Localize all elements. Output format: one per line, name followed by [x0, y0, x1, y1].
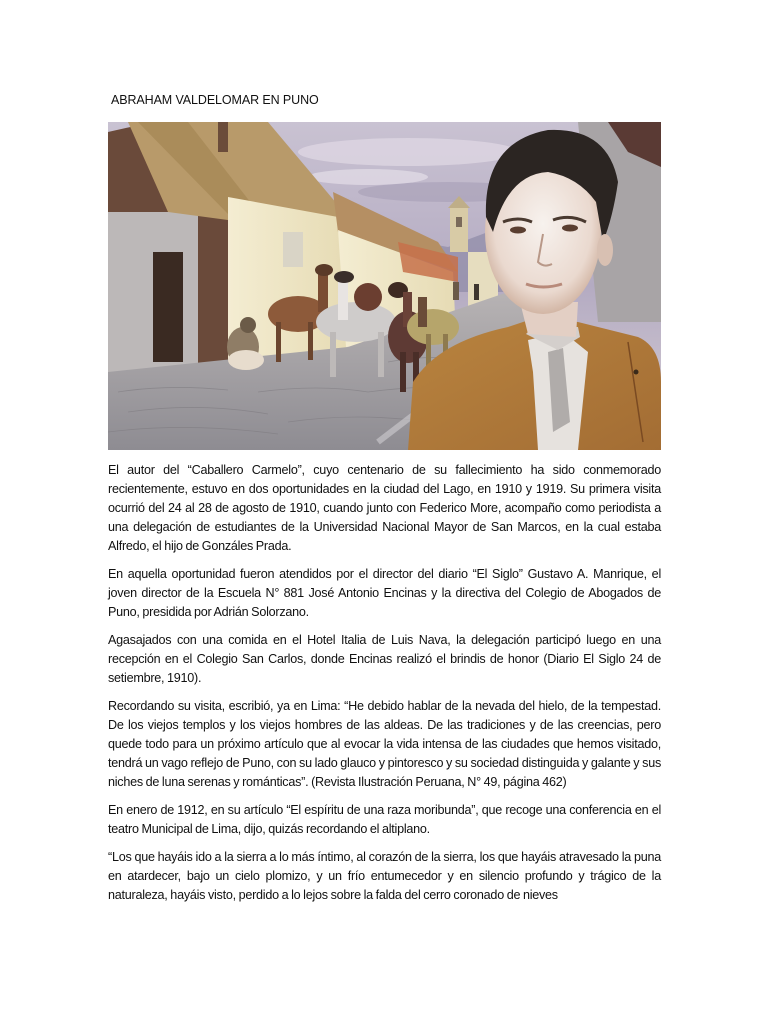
paragraph: En aquella oportunidad fueron atendidos por el director del diario “El Siglo” Gustavo A. Manrique, el joven director de la Escuela N° 881 José Antonio Encinas y la directiva del Colegio de Abogados de Puno, presidida por Adrián Solorzano.	[108, 567, 661, 619]
paragraph: El autor del “Caballero Carmelo”, cuyo centenario de su fallecimiento ha sido conmemorado recientemente, estuvo en dos oportunidades en la ciudad del Lago, en 1910 y 1919. Su primera visita ocurrió del 24 al 28 de agosto de 1910, cuando junto con Federico More, acompaño como periodista a una delegación de estudiantes de la Universidad Nacional Mayor de San Marcos, en la cual estaba Alfredo, el hijo de Gonzáles Prada.	[108, 463, 661, 553]
paragraph: Recordando su visita, escribió, ya en Lima: “He debido hablar de la nevada del hielo, de la tempestad. De los viejos templos y los viejos hombres de las aldeas. De las tradiciones y de las creencias, pero quede todo para un próximo artículo que al evocar la vida intensa de las ciudades que hemos visitado, tendrá un vago reflejo de Puno, con su lado glauco y pintoresco y su sociedad distinguida y galante y sus niches de luna serenas y románticas”. (Revista Ilustración Peruana, N° 49, página 462)	[108, 699, 661, 789]
article-body	[108, 461, 661, 914]
paragraph: En enero de 1912, en su artículo “El espíritu de una raza moribunda”, que recoge una conferencia en el teatro Municipal de Lima, dijo, quizás recordando el altiplano.	[108, 803, 661, 836]
paragraph: “Los que hayáis ido a la sierra a lo más íntimo, al corazón de la sierra, los que hayáis atravesado la puna en atardecer, bajo un cielo plomizo, y un frío entumecedor y en silencio profundo y trágico de la naturaleza, hayáis visto, perdido a lo lejos sobre la falda del cerro coronado de nieves	[108, 850, 661, 902]
illustration-image	[108, 122, 661, 450]
document-title: ABRAHAM VALDELOMAR EN PUNO	[111, 93, 319, 107]
paragraph: Agasajados con una comida en el Hotel Italia de Luis Nava, la delegación participó luego en una recepción en el Colegio San Carlos, donde Encinas realizó el brindis de honor (Diario El Siglo 24 de setiembre, 1910).	[108, 633, 661, 685]
header-illustration	[108, 122, 661, 450]
